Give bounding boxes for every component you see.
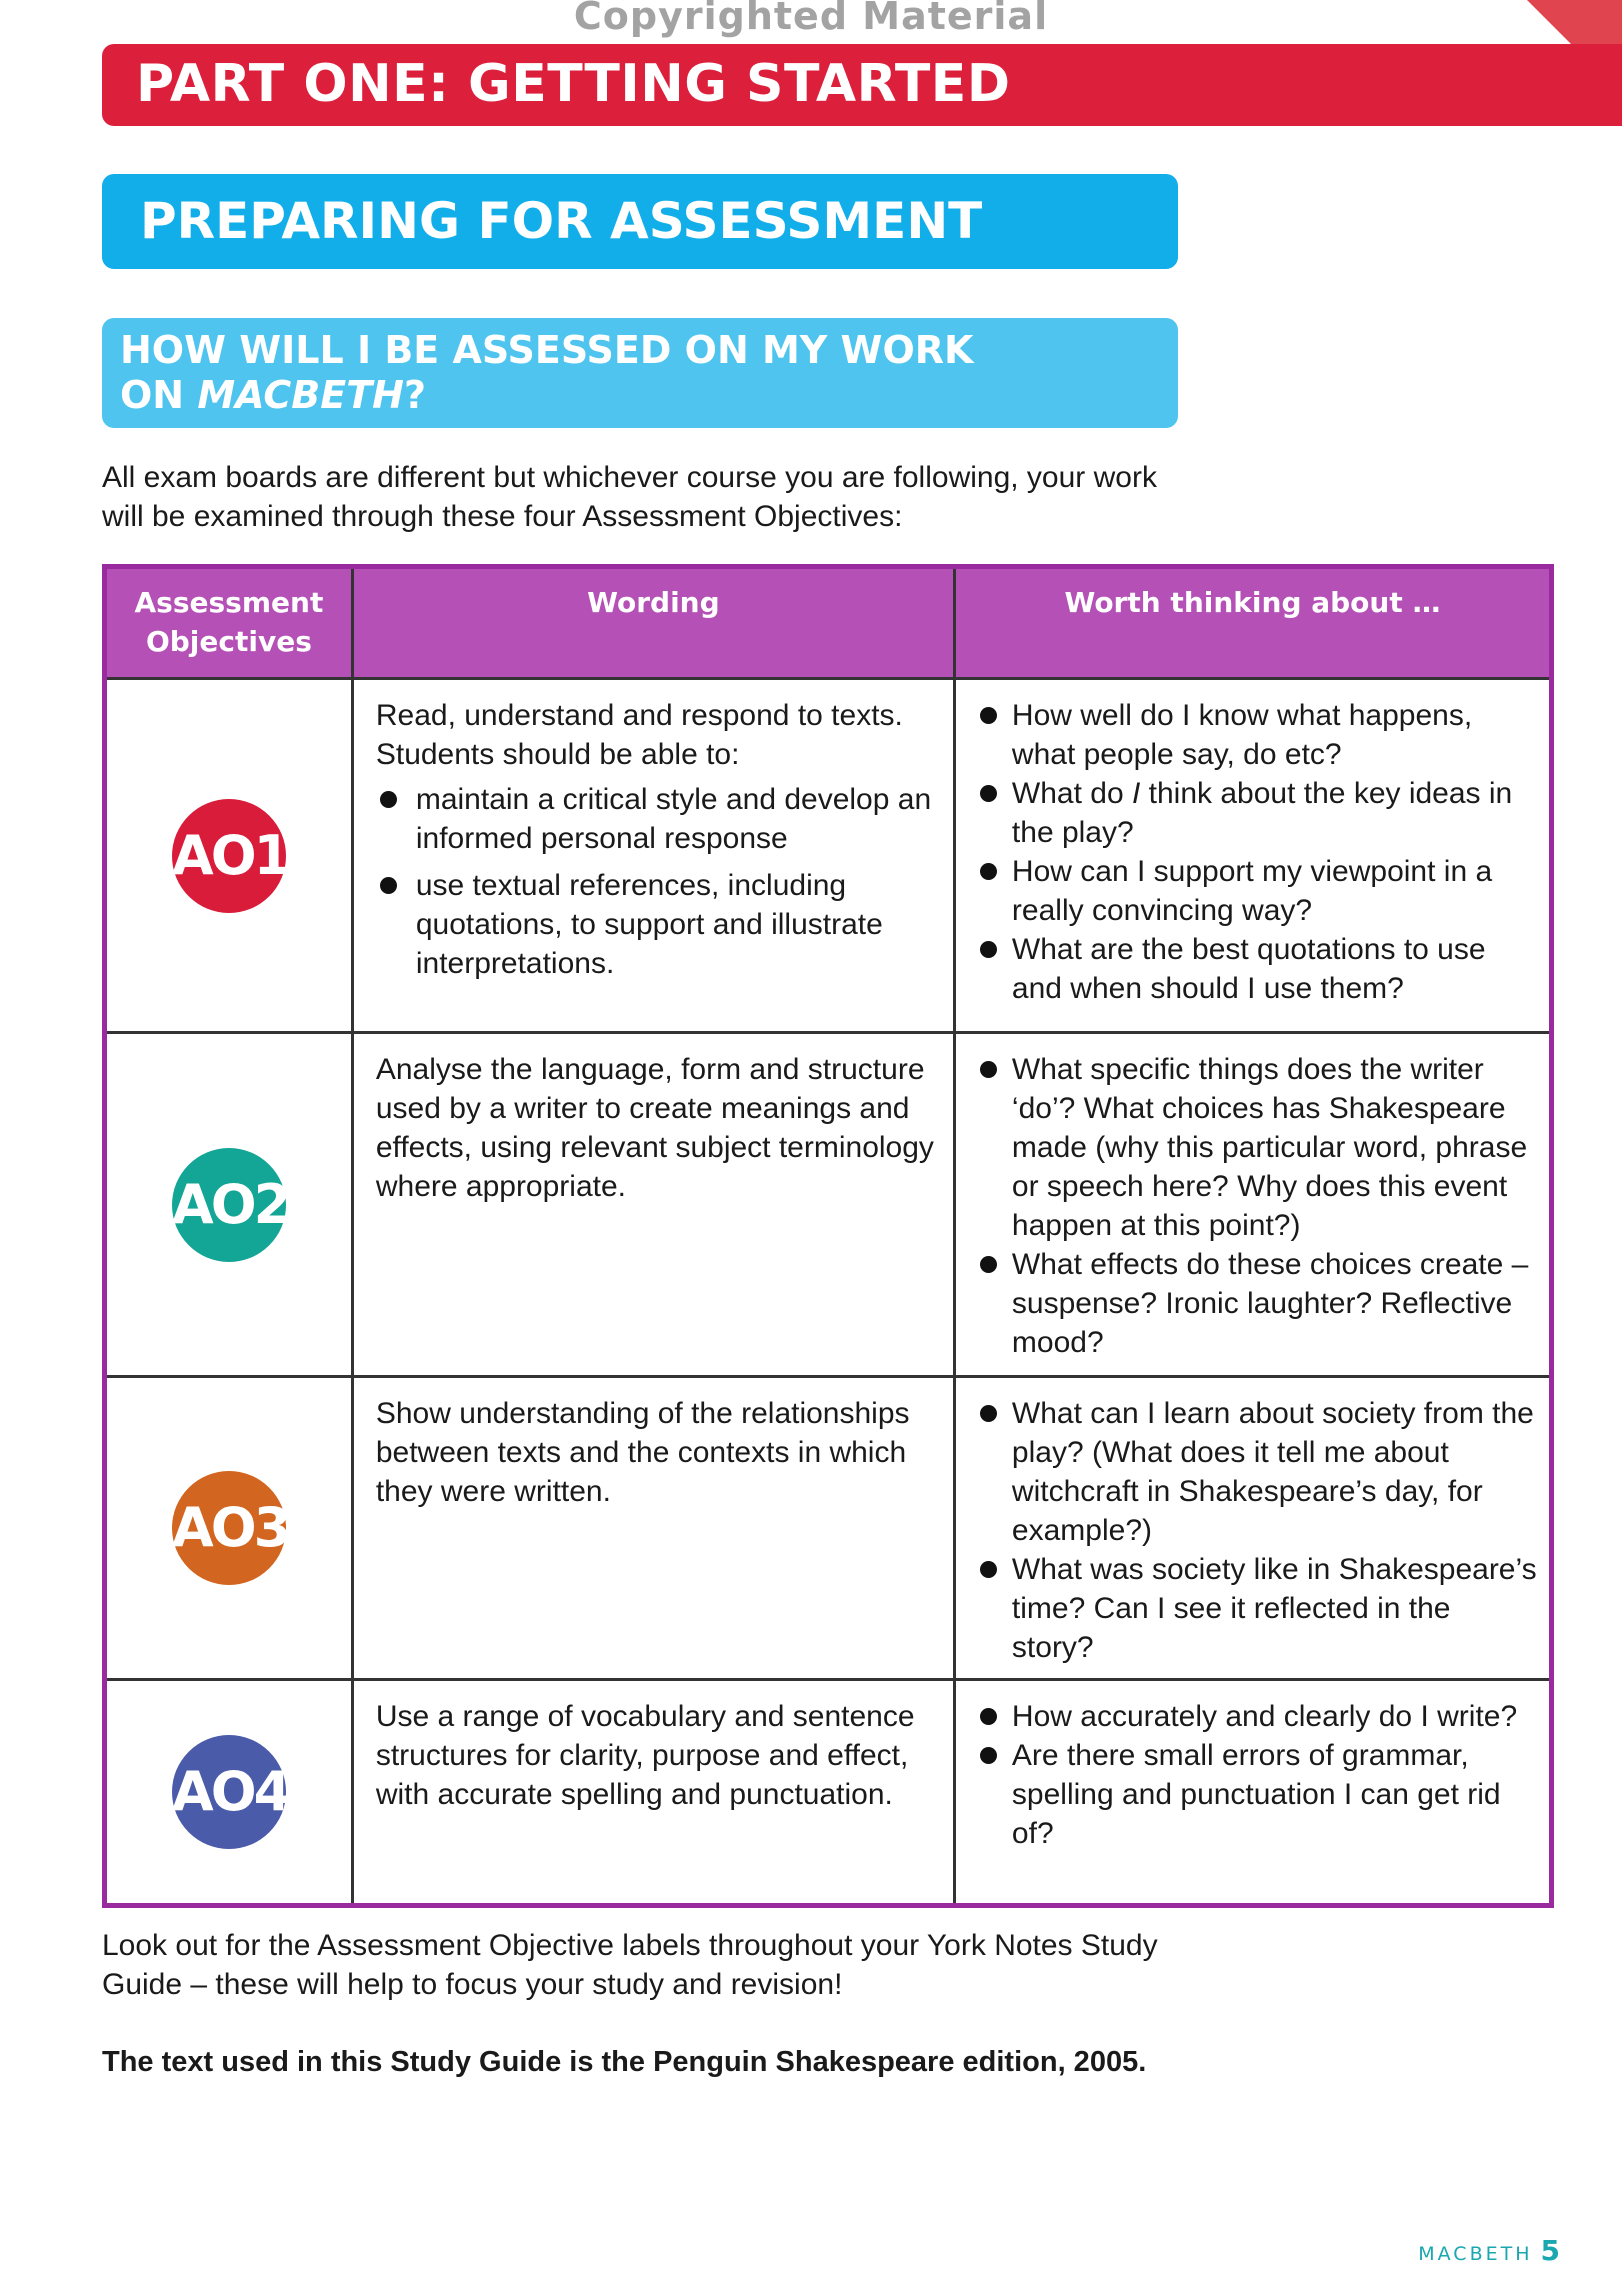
thinking-point-text: Are there small errors of grammar, spelling and punctuation I can get rid of? [1011, 1739, 1501, 1850]
bullet-icon [980, 1405, 997, 1422]
thinking-cell [954, 1377, 1551, 1680]
ao3-badge: AO3 [172, 1471, 286, 1585]
bullet-icon [380, 791, 397, 808]
bullet-icon [980, 1561, 997, 1578]
assessment-objectives-table [102, 564, 1554, 1908]
wording-intro: Analyse the language, form and structure used by a writer to create meanings and effects, using relevant subject terminology where appropriate. [375, 1053, 934, 1203]
thinking-point-text: What specific things does the writer ‘do’? What choices has Shakespeare made (why this particular word, phrase or speech here? Why does this event happen at this point?) [1011, 1053, 1528, 1242]
wording-cell [352, 679, 954, 1033]
list-item [980, 1050, 1537, 1245]
thinking-point-text: What can I learn about society from the play? (What does it tell me about witchcraft in Shakespeare’s day, for example?) [1011, 1397, 1534, 1547]
thinking-cell [954, 679, 1551, 1033]
header-wording: Wording [352, 567, 954, 679]
thinking-point-text: How accurately and clearly do I write? [1011, 1700, 1518, 1733]
wording-intro: Read, understand and respond to texts. Students should be able to: [375, 699, 903, 771]
list-item [980, 930, 1537, 1008]
question-title-suffix: ? [403, 373, 426, 417]
wording-cell [352, 1377, 954, 1680]
header-worth-thinking: Worth thinking about … [954, 567, 1551, 679]
question-title [120, 328, 973, 418]
table-row [105, 1377, 1552, 1680]
wording-cell [352, 1033, 954, 1377]
list-item [980, 1550, 1537, 1667]
footer-note: Look out for the Assessment Objective labels throughout your York Notes Study Guide – these will help to focus your study and revision! [102, 1929, 1158, 2001]
bullet-icon [380, 877, 397, 894]
list-item [980, 852, 1537, 930]
thinking-point-text: How can I support my viewpoint in a really convincing way? [1011, 855, 1493, 927]
list-item [376, 866, 941, 983]
wording-intro: Use a range of vocabulary and sentence structures for clarity, purpose and effect, with accurate spelling and punctuation. [375, 1700, 915, 1811]
copyright-watermark: Copyrighted Material [573, 0, 1049, 38]
page-footer [1418, 2234, 1560, 2267]
bullet-icon [980, 1256, 997, 1273]
edition-note: The text used in this Study Guide is the Penguin Shakespeare edition, 2005. [102, 2046, 1147, 2078]
thinking-points [980, 1050, 1537, 1362]
wording-point-text: use textual references, including quotations, to support and illustrate interpretations. [415, 869, 883, 980]
question-title-italic: MACBETH [197, 373, 404, 417]
thinking-point-before: What do [1011, 777, 1132, 810]
wording-point-text: maintain a critical style and develop an informed personal response [415, 783, 932, 855]
thinking-points [980, 1394, 1537, 1667]
list-item [980, 1736, 1537, 1853]
bullet-icon [980, 785, 997, 802]
intro-paragraph: All exam boards are different but whichever course you are following, your work will be examined through these four Assessment Objectives: [102, 461, 1157, 533]
table-row [105, 679, 1552, 1033]
section-title: PREPARING FOR ASSESSMENT [140, 192, 983, 250]
question-title-prefix: ON [120, 373, 198, 417]
list-item [980, 1245, 1537, 1362]
thinking-point-text: What effects do these choices create – suspense? Ironic laughter? Reflective mood? [1011, 1248, 1529, 1359]
question-banner [102, 318, 1178, 428]
list-item [980, 696, 1537, 774]
question-title-line1: HOW WILL I BE ASSESSED ON MY WORK [120, 328, 974, 372]
thinking-point-text: How well do I know what happens, what people say, do etc? [1011, 699, 1473, 771]
thinking-point-italic: I [1131, 777, 1141, 810]
table-header-row [105, 567, 1552, 679]
part-banner [102, 44, 1622, 126]
wording-intro: Show understanding of the relationships between texts and the contexts in which they were written. [375, 1397, 910, 1508]
page-number: 5 [1540, 2234, 1560, 2267]
bullet-icon [980, 707, 997, 724]
badge-cell [105, 1680, 353, 1906]
thinking-point-text: What was society like in Shakespeare’s time? Can I see it reflected in the story? [1011, 1553, 1537, 1664]
thinking-points [980, 1697, 1537, 1853]
table-row [105, 1680, 1552, 1906]
thinking-point-text: What are the best quotations to use and when should I use them? [1011, 933, 1486, 1005]
header-assessment-objectives: Assessment Objectives [105, 567, 353, 679]
wording-cell [352, 1680, 954, 1906]
thinking-points [980, 696, 1537, 1008]
bullet-icon [980, 863, 997, 880]
thinking-cell [954, 1680, 1551, 1906]
part-title: PART ONE: GETTING STARTED [136, 54, 1011, 114]
ao2-badge: AO2 [172, 1148, 286, 1262]
bullet-icon [980, 941, 997, 958]
thinking-point-after: think about the key ideas in the play? [1011, 777, 1513, 849]
section-banner [102, 174, 1178, 269]
list-item [980, 1394, 1537, 1550]
bullet-icon [980, 1708, 997, 1725]
thinking-cell [954, 1033, 1551, 1377]
list-item [376, 780, 941, 858]
list-item [980, 1697, 1537, 1736]
bullet-icon [980, 1747, 997, 1764]
table-row [105, 1033, 1552, 1377]
list-item [980, 774, 1537, 852]
wording-points [376, 780, 941, 983]
ao4-badge: AO4 [172, 1735, 286, 1849]
badge-cell [105, 1033, 353, 1377]
badge-cell [105, 1377, 353, 1680]
running-title: MACBETH [1418, 2243, 1533, 2265]
bullet-icon [980, 1061, 997, 1078]
badge-cell [105, 679, 353, 1033]
ao1-badge: AO1 [172, 799, 286, 913]
